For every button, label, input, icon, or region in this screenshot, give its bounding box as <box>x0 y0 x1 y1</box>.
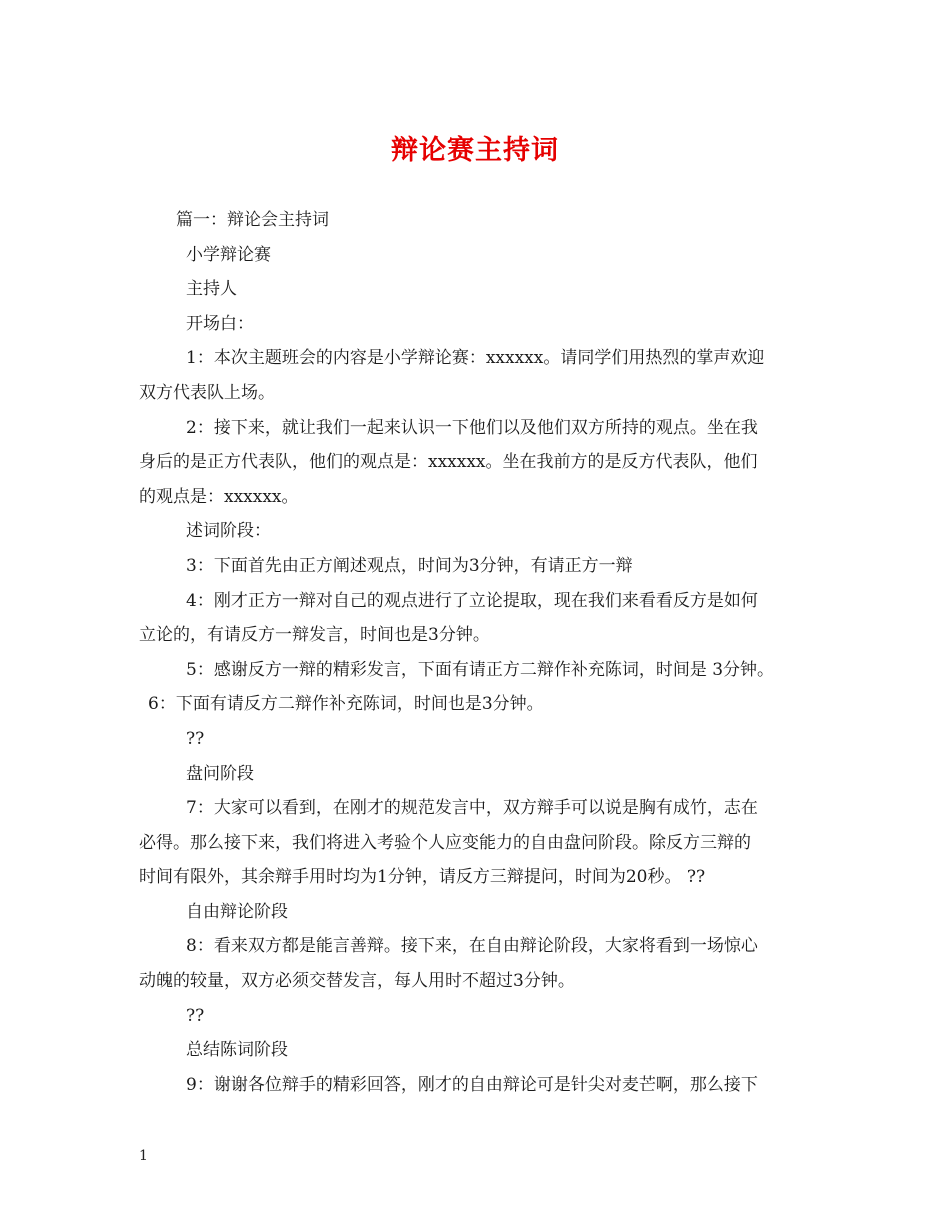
body-line: 身后的是正方代表队，他们的观点是：xxxxxx。坐在我前方的是反方代表队，他们 <box>139 452 758 473</box>
body-line: 述词阶段： <box>186 521 271 542</box>
body-line: 9：谢谢各位辩手的精彩回答，刚才的自由辩论可是针尖对麦芒啊，那么接下 <box>186 1074 758 1095</box>
body-line: 7：大家可以看到，在刚才的规范发言中，双方辩手可以说是胸有成竹，志在 <box>186 798 758 819</box>
body-line: 动魄的较量，双方必须交替发言，每人用时不超过3分钟。 <box>139 971 575 992</box>
body-line: 1：本次主题班会的内容是小学辩论赛：xxxxxx。请同学们用热烈的掌声欢迎 <box>186 348 765 369</box>
body-line: 自由辩论阶段 <box>186 901 288 922</box>
body-line: 的观点是：xxxxxx。 <box>139 486 299 507</box>
body-line: 3：下面首先由正方阐述观点，时间为3分钟，有请正方一辩 <box>186 555 633 576</box>
body-line: 开场白： <box>186 313 254 334</box>
body-line: 2：接下来，就让我们一起来认识一下他们以及他们双方所持的观点。坐在我 <box>186 417 758 438</box>
body-line: 8：看来双方都是能言善辩。接下来，在自由辩论阶段，大家将看到一场惊心 <box>186 936 758 957</box>
page-number: 1 <box>139 1148 148 1164</box>
body-line: 立论的，有请反方一辩发言，时间也是3分钟。 <box>139 625 490 646</box>
body-line: ?? <box>186 728 205 749</box>
body-line: 5：感谢反方一辩的精彩发言，下面有请正方二辩作补充陈词，时间是 3分钟。 <box>186 659 775 680</box>
document-body <box>139 203 829 1102</box>
body-line: 时间有限外，其余辩手用时均为1分钟，请反方三辩提问，时间为20秒。 ?? <box>139 867 706 888</box>
body-line: 4：刚才正方一辩对自己的观点进行了立论提取，现在我们来看看反方是如何 <box>186 590 758 611</box>
body-line: ?? <box>186 1005 205 1026</box>
section-heading: 篇一：辩论会主持词 <box>176 210 329 230</box>
body-line: 盘问阶段 <box>186 763 254 784</box>
body-line: 小学辩论赛 <box>186 244 271 265</box>
body-line: 主持人 <box>186 279 237 300</box>
body-line: 总结陈词阶段 <box>186 1040 288 1061</box>
document-title: 辩论赛主持词 <box>391 135 559 166</box>
body-line: 双方代表队上场。 <box>139 382 275 403</box>
body-line: 6：下面有请反方二辩作补充陈词，时间也是3分钟。 <box>148 694 544 715</box>
body-line: 必得。那么接下来，我们将进入考验个人应变能力的自由盘问阶段。除反方三辩的 <box>139 832 751 853</box>
